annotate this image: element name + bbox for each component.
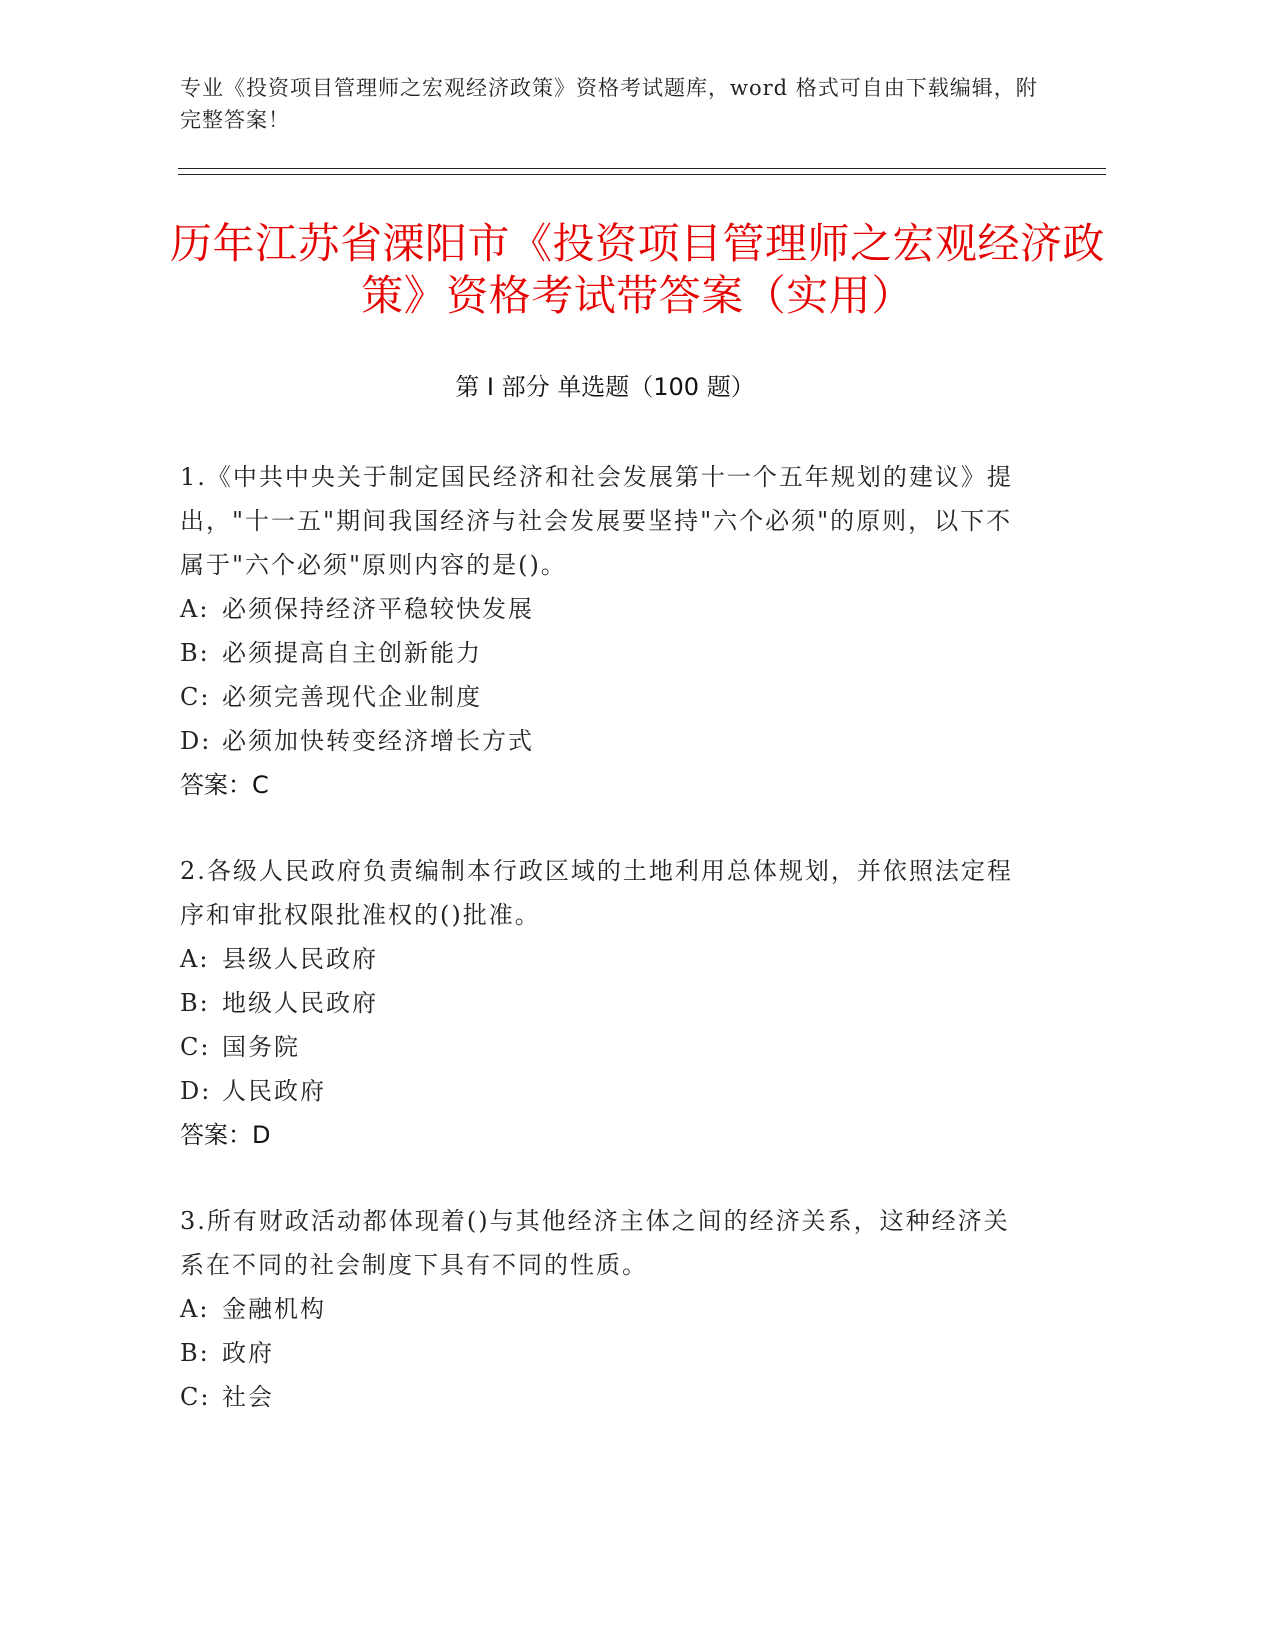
option-b [180, 1331, 1025, 1375]
option-text: 必须加快转变经济增长方式 [222, 727, 534, 755]
option-c [180, 675, 1025, 719]
option-key: D: [180, 1077, 212, 1105]
option-key: B: [180, 639, 210, 667]
option-text: 必须完善现代企业制度 [222, 683, 482, 711]
option-a [180, 587, 1025, 631]
option-text: 必须保持经济平稳较快发展 [222, 595, 534, 623]
option-a [180, 1287, 1025, 1331]
option-a [180, 937, 1025, 981]
option-key: C: [180, 683, 211, 711]
question-1 [180, 455, 1025, 807]
question-3 [180, 1199, 1025, 1419]
option-text: 地级人民政府 [222, 989, 378, 1017]
option-key: C: [180, 1033, 211, 1061]
option-key: B: [180, 1339, 210, 1367]
document-title: 历年江苏省溧阳市《投资项目管理师之宏观经济政策》资格考试带答案（实用） [169, 219, 1105, 320]
header-divider-bottom [178, 174, 1106, 175]
header-divider-top [178, 168, 1106, 169]
option-d [180, 1069, 1025, 1113]
option-text: 人民政府 [222, 1077, 326, 1105]
question-stem: 3.所有财政活动都体现着()与其他经济主体之间的经济关系，这种经济关系在不同的社会制度下具有不同的性质。 [180, 1207, 1010, 1279]
option-b [180, 981, 1025, 1025]
option-key: C: [180, 1383, 211, 1411]
question-stem: 1.《中共中央关于制定国民经济和社会发展第十一个五年规划的建议》提出，"十一五"期间我国经济与社会发展要坚持"六个必须"的原则，以下不属于"六个必须"原则内容的是()。 [180, 463, 1013, 579]
question-stem: 2.各级人民政府负责编制本行政区域的土地利用总体规划，并依照法定程序和审批权限批准权的()批准。 [180, 857, 1013, 929]
answer-line: 答案：C [180, 771, 269, 799]
option-key: A: [180, 945, 210, 973]
option-b [180, 631, 1025, 675]
question-2 [180, 849, 1025, 1157]
option-key: B: [180, 989, 210, 1017]
option-key: D: [180, 727, 212, 755]
option-text: 社会 [222, 1383, 274, 1411]
answer-line: 答案：D [180, 1121, 271, 1149]
option-text: 政府 [222, 1339, 274, 1367]
option-d [180, 719, 1025, 763]
option-text: 金融机构 [222, 1295, 326, 1323]
option-text: 国务院 [222, 1033, 300, 1061]
option-text: 必须提高自主创新能力 [222, 639, 482, 667]
option-c [180, 1025, 1025, 1069]
header-note: 专业《投资项目管理师之宏观经济政策》资格考试题库，word 格式可自由下载编辑，附完整答案！ [180, 76, 1038, 132]
question-list [180, 455, 1025, 1461]
option-c [180, 1375, 1025, 1419]
option-key: A: [180, 1295, 210, 1323]
option-text: 县级人民政府 [222, 945, 378, 973]
option-key: A: [180, 595, 210, 623]
section-title: 第 I 部分 单选题（100 题） [455, 373, 755, 401]
